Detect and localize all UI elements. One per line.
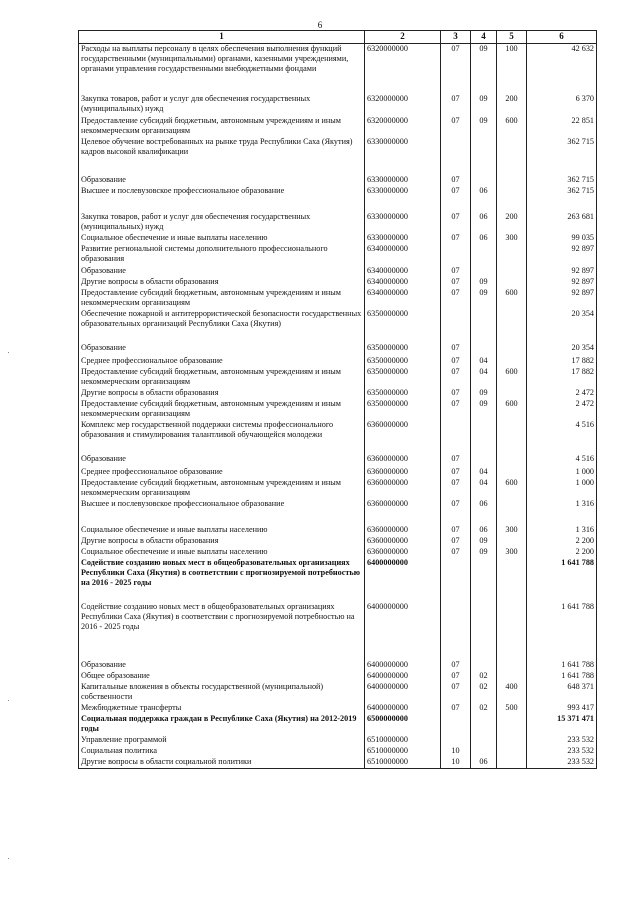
cell-sum: 362 715: [527, 137, 597, 175]
table-row: [79, 536, 597, 547]
table-row: [79, 212, 597, 233]
cell-expense-type: [497, 343, 527, 356]
table-row: [79, 735, 597, 746]
cell-code: 6350000000: [365, 388, 441, 399]
cell-code: 6330000000: [365, 175, 441, 186]
cell-expense-type: 600: [497, 367, 527, 388]
cell-code: 6400000000: [365, 602, 441, 660]
cell-expense-type: 300: [497, 525, 527, 536]
page-number: 6: [317, 20, 323, 30]
cell-section: 07: [441, 467, 471, 478]
cell-sum: 20 354: [527, 309, 597, 343]
cell-sum: 99 035: [527, 233, 597, 244]
cell-sum: 1 000: [527, 478, 597, 499]
cell-section: 07: [441, 399, 471, 420]
cell-section: 07: [441, 536, 471, 547]
cell-code: 6500000000: [365, 714, 441, 735]
cell-name: Межбюджетные трансферты: [79, 703, 365, 714]
cell-section: 10: [441, 757, 471, 769]
cell-section: 07: [441, 660, 471, 671]
cell-sum: 1 316: [527, 499, 597, 525]
cell-section: 07: [441, 288, 471, 309]
cell-name: Расходы на выплаты персоналу в целях обеспечения выполнения функций государственными (муниципальными) органами, казенными учреждениями, органами управления государственными внебюджетными фондами: [79, 44, 365, 95]
cell-subsection: [471, 714, 497, 735]
cell-name: Социальное обеспечение и иные выплаты населению: [79, 233, 365, 244]
cell-subsection: [471, 309, 497, 343]
cell-code: 6330000000: [365, 137, 441, 175]
cell-code: 6400000000: [365, 682, 441, 703]
cell-code: 6510000000: [365, 746, 441, 757]
cell-expense-type: [497, 277, 527, 288]
cell-code: 6360000000: [365, 478, 441, 499]
cell-subsection: 04: [471, 467, 497, 478]
cell-expense-type: 600: [497, 478, 527, 499]
budget-table: [78, 30, 597, 769]
cell-code: 6340000000: [365, 266, 441, 277]
cell-expense-type: [497, 735, 527, 746]
table-row: [79, 399, 597, 420]
cell-name: Социальное обеспечение и иные выплаты населению: [79, 525, 365, 536]
cell-name: Предоставление субсидий бюджетным, автономным учреждениям и иным некоммерческим организациям: [79, 399, 365, 420]
cell-section: 07: [441, 703, 471, 714]
cell-subsection: 09: [471, 388, 497, 399]
cell-name: Закупка товаров, работ и услуг для обеспечения государственных (муниципальных) нужд: [79, 212, 365, 233]
header-row: [79, 31, 597, 44]
table-row: [79, 277, 597, 288]
cell-section: 07: [441, 94, 471, 116]
cell-section: 07: [441, 356, 471, 367]
cell-sum: 233 532: [527, 757, 597, 769]
cell-expense-type: 100: [497, 44, 527, 95]
cell-name: Содействие созданию новых мест в общеобразовательных организациях Республики Саха (Якутия) в соответствии с прогнозируемой потребностью на 2016 - 2025 годы: [79, 602, 365, 660]
table-row: [79, 746, 597, 757]
table-row: [79, 288, 597, 309]
cell-expense-type: [497, 137, 527, 175]
cell-expense-type: [497, 660, 527, 671]
header-cell-name: 1: [79, 31, 365, 44]
cell-name: Другие вопросы в области образования: [79, 536, 365, 547]
cell-section: [441, 558, 471, 602]
cell-subsection: 06: [471, 233, 497, 244]
cell-code: 6320000000: [365, 44, 441, 95]
cell-name: Образование: [79, 454, 365, 467]
cell-sum: 2 472: [527, 399, 597, 420]
cell-expense-type: 600: [497, 399, 527, 420]
table-row: [79, 420, 597, 454]
cell-name: Высшее и послевузовское профессиональное образование: [79, 186, 365, 212]
table-row: [79, 467, 597, 478]
cell-name: Образование: [79, 266, 365, 277]
cell-expense-type: 600: [497, 116, 527, 137]
cell-section: [441, 714, 471, 735]
cell-code: 6400000000: [365, 703, 441, 714]
table-body: [79, 44, 597, 769]
cell-subsection: [471, 746, 497, 757]
cell-code: 6340000000: [365, 288, 441, 309]
cell-expense-type: 200: [497, 94, 527, 116]
cell-sum: 15 371 471: [527, 714, 597, 735]
cell-code: 6360000000: [365, 547, 441, 558]
cell-name: Целевое обучение востребованных на рынке труда Республики Саха (Якутия) кадров высокой квалификации: [79, 137, 365, 175]
table-row: [79, 367, 597, 388]
cell-code: 6350000000: [365, 309, 441, 343]
cell-subsection: [471, 266, 497, 277]
cell-expense-type: [497, 467, 527, 478]
cell-code: 6360000000: [365, 499, 441, 525]
cell-name: Социальная поддержка граждан в Республике Саха (Якутия) на 2012-2019 годы: [79, 714, 365, 735]
cell-sum: 1 000: [527, 467, 597, 478]
cell-name: Социальное обеспечение и иные выплаты населению: [79, 547, 365, 558]
cell-code: 6400000000: [365, 558, 441, 602]
cell-name: Высшее и послевузовское профессиональное образование: [79, 499, 365, 525]
cell-subsection: 04: [471, 478, 497, 499]
cell-section: 07: [441, 116, 471, 137]
cell-sum: 2 472: [527, 388, 597, 399]
cell-expense-type: [497, 309, 527, 343]
cell-section: 07: [441, 671, 471, 682]
cell-section: 07: [441, 212, 471, 233]
cell-name: Управление программой: [79, 735, 365, 746]
cell-sum: 92 897: [527, 277, 597, 288]
cell-code: 6320000000: [365, 94, 441, 116]
table-row: [79, 356, 597, 367]
cell-subsection: 06: [471, 757, 497, 769]
cell-sum: 233 532: [527, 735, 597, 746]
table-row: [79, 703, 597, 714]
table-row: [79, 244, 597, 266]
header-cell-section: 3: [441, 31, 471, 44]
cell-name: Другие вопросы в области образования: [79, 277, 365, 288]
cell-code: 6360000000: [365, 420, 441, 454]
cell-section: 07: [441, 454, 471, 467]
cell-subsection: 09: [471, 288, 497, 309]
cell-expense-type: [497, 746, 527, 757]
cell-code: 6510000000: [365, 757, 441, 769]
cell-code: 6350000000: [365, 399, 441, 420]
cell-section: 10: [441, 746, 471, 757]
cell-subsection: 02: [471, 682, 497, 703]
table-row: [79, 671, 597, 682]
cell-sum: 1 641 788: [527, 558, 597, 602]
cell-sum: 993 417: [527, 703, 597, 714]
table-row: [79, 478, 597, 499]
cell-expense-type: 300: [497, 233, 527, 244]
cell-sum: 92 897: [527, 266, 597, 277]
cell-expense-type: 600: [497, 288, 527, 309]
cell-subsection: 02: [471, 703, 497, 714]
cell-expense-type: [497, 499, 527, 525]
table-row: [79, 757, 597, 769]
cell-subsection: 06: [471, 212, 497, 233]
cell-expense-type: [497, 356, 527, 367]
cell-code: 6330000000: [365, 186, 441, 212]
table-row: [79, 499, 597, 525]
cell-code: 6350000000: [365, 343, 441, 356]
cell-subsection: 04: [471, 356, 497, 367]
table-row: [79, 233, 597, 244]
cell-name: Обеспечение пожарной и антитеррористической безопасности государственных образовательных организаций Республики Саха (Якутия): [79, 309, 365, 343]
cell-expense-type: 400: [497, 682, 527, 703]
cell-name: Предоставление субсидий бюджетным, автономным учреждениям и иным некоммерческим организациям: [79, 367, 365, 388]
cell-expense-type: [497, 420, 527, 454]
cell-code: 6400000000: [365, 671, 441, 682]
cell-expense-type: [497, 454, 527, 467]
cell-sum: 4 516: [527, 454, 597, 467]
cell-section: 07: [441, 682, 471, 703]
margin-mark: [8, 352, 9, 353]
table-row: [79, 558, 597, 602]
cell-name: Социальная политика: [79, 746, 365, 757]
cell-expense-type: [497, 266, 527, 277]
cell-name: Закупка товаров, работ и услуг для обеспечения государственных (муниципальных) нужд: [79, 94, 365, 116]
cell-subsection: [471, 175, 497, 186]
cell-name: Общее образование: [79, 671, 365, 682]
cell-code: 6510000000: [365, 735, 441, 746]
cell-code: 6360000000: [365, 536, 441, 547]
cell-section: [441, 244, 471, 266]
cell-section: 07: [441, 478, 471, 499]
cell-expense-type: [497, 558, 527, 602]
cell-name: Капитальные вложения в объекты государственной (муниципальной) собственности: [79, 682, 365, 703]
cell-subsection: 06: [471, 499, 497, 525]
cell-section: [441, 602, 471, 660]
table-row: [79, 660, 597, 671]
cell-expense-type: [497, 671, 527, 682]
cell-section: [441, 420, 471, 454]
cell-sum: 263 681: [527, 212, 597, 233]
cell-subsection: 06: [471, 525, 497, 536]
table-row: [79, 94, 597, 116]
cell-expense-type: [497, 175, 527, 186]
cell-sum: 92 897: [527, 244, 597, 266]
table-row: [79, 266, 597, 277]
header-cell-expense-type: 5: [497, 31, 527, 44]
cell-subsection: 09: [471, 399, 497, 420]
cell-subsection: [471, 343, 497, 356]
cell-section: 07: [441, 547, 471, 558]
cell-sum: 17 882: [527, 367, 597, 388]
cell-sum: 2 200: [527, 536, 597, 547]
header-cell-subsection: 4: [471, 31, 497, 44]
cell-subsection: [471, 602, 497, 660]
cell-section: 07: [441, 44, 471, 95]
cell-subsection: 02: [471, 671, 497, 682]
cell-section: 07: [441, 525, 471, 536]
cell-expense-type: 500: [497, 703, 527, 714]
cell-name: Среднее профессиональное образование: [79, 356, 365, 367]
cell-name: Образование: [79, 343, 365, 356]
cell-sum: 17 882: [527, 356, 597, 367]
cell-sum: 362 715: [527, 186, 597, 212]
cell-code: 6400000000: [365, 660, 441, 671]
cell-sum: 1 641 788: [527, 660, 597, 671]
table-row: [79, 343, 597, 356]
cell-sum: 362 715: [527, 175, 597, 186]
cell-sum: 1 641 788: [527, 602, 597, 660]
cell-section: 07: [441, 343, 471, 356]
cell-expense-type: 300: [497, 547, 527, 558]
cell-section: [441, 137, 471, 175]
table-row: [79, 186, 597, 212]
cell-subsection: [471, 735, 497, 746]
cell-code: 6360000000: [365, 454, 441, 467]
cell-sum: 20 354: [527, 343, 597, 356]
cell-name: Образование: [79, 175, 365, 186]
cell-expense-type: [497, 714, 527, 735]
cell-code: 6360000000: [365, 525, 441, 536]
cell-expense-type: [497, 244, 527, 266]
cell-subsection: 09: [471, 277, 497, 288]
cell-name: Предоставление субсидий бюджетным, автономным учреждениям и иным некоммерческим организациям: [79, 116, 365, 137]
cell-section: 07: [441, 266, 471, 277]
cell-section: 07: [441, 175, 471, 186]
cell-section: 07: [441, 388, 471, 399]
cell-code: 6320000000: [365, 116, 441, 137]
cell-sum: 1 641 788: [527, 671, 597, 682]
table-row: [79, 175, 597, 186]
cell-section: [441, 735, 471, 746]
table-row: [79, 116, 597, 137]
table-row: [79, 602, 597, 660]
cell-expense-type: [497, 388, 527, 399]
cell-code: 6330000000: [365, 233, 441, 244]
margin-mark: [8, 700, 9, 701]
header-cell-code: 2: [365, 31, 441, 44]
cell-subsection: 09: [471, 44, 497, 95]
cell-sum: 1 316: [527, 525, 597, 536]
header-cell-sum: 6: [527, 31, 597, 44]
cell-name: Предоставление субсидий бюджетным, автономным учреждениям и иным некоммерческим организациям: [79, 478, 365, 499]
cell-sum: 22 851: [527, 116, 597, 137]
cell-subsection: 09: [471, 536, 497, 547]
table-row: [79, 714, 597, 735]
cell-sum: 2 200: [527, 547, 597, 558]
cell-subsection: [471, 420, 497, 454]
margin-mark: [8, 858, 9, 859]
cell-name: Образование: [79, 660, 365, 671]
cell-name: Развитие региональной системы дополнительного профессионального образования: [79, 244, 365, 266]
cell-code: 6340000000: [365, 277, 441, 288]
cell-name: Среднее профессиональное образование: [79, 467, 365, 478]
cell-section: 07: [441, 233, 471, 244]
cell-expense-type: [497, 602, 527, 660]
table-row: [79, 137, 597, 175]
cell-expense-type: [497, 757, 527, 769]
cell-subsection: 04: [471, 367, 497, 388]
table-row: [79, 309, 597, 343]
cell-sum: 92 897: [527, 288, 597, 309]
cell-section: 07: [441, 367, 471, 388]
cell-expense-type: 200: [497, 212, 527, 233]
cell-expense-type: [497, 186, 527, 212]
cell-code: 6360000000: [365, 467, 441, 478]
cell-expense-type: [497, 536, 527, 547]
table-row: [79, 547, 597, 558]
cell-name: Другие вопросы в области социальной политики: [79, 757, 365, 769]
cell-subsection: 06: [471, 186, 497, 212]
cell-subsection: 09: [471, 116, 497, 137]
table-row: [79, 525, 597, 536]
cell-sum: 233 532: [527, 746, 597, 757]
cell-section: 07: [441, 186, 471, 212]
table-row: [79, 44, 597, 95]
cell-sum: 4 516: [527, 420, 597, 454]
cell-section: 07: [441, 277, 471, 288]
cell-sum: 42 632: [527, 44, 597, 95]
cell-name: Предоставление субсидий бюджетным, автономным учреждениям и иным некоммерческим организациям: [79, 288, 365, 309]
table-row: [79, 454, 597, 467]
cell-subsection: 09: [471, 547, 497, 558]
cell-code: 6350000000: [365, 367, 441, 388]
cell-section: [441, 309, 471, 343]
cell-subsection: [471, 244, 497, 266]
cell-code: 6350000000: [365, 356, 441, 367]
cell-subsection: [471, 558, 497, 602]
cell-name: Содействие созданию новых мест в общеобразовательных организациях Республики Саха (Якутия) в соответствии с прогнозируемой потребностью на 2016 - 2025 годы: [79, 558, 365, 602]
cell-subsection: [471, 454, 497, 467]
cell-subsection: [471, 660, 497, 671]
table-header: [79, 31, 597, 44]
cell-sum: 648 371: [527, 682, 597, 703]
cell-sum: 6 370: [527, 94, 597, 116]
cell-code: 6340000000: [365, 244, 441, 266]
table-row: [79, 682, 597, 703]
cell-subsection: 09: [471, 94, 497, 116]
cell-code: 6330000000: [365, 212, 441, 233]
cell-subsection: [471, 137, 497, 175]
cell-name: Другие вопросы в области образования: [79, 388, 365, 399]
cell-name: Комплекс мер государственной поддержки системы профессионального образования и стимулирования талантливой обучающейся молодежи: [79, 420, 365, 454]
cell-section: 07: [441, 499, 471, 525]
table-row: [79, 388, 597, 399]
